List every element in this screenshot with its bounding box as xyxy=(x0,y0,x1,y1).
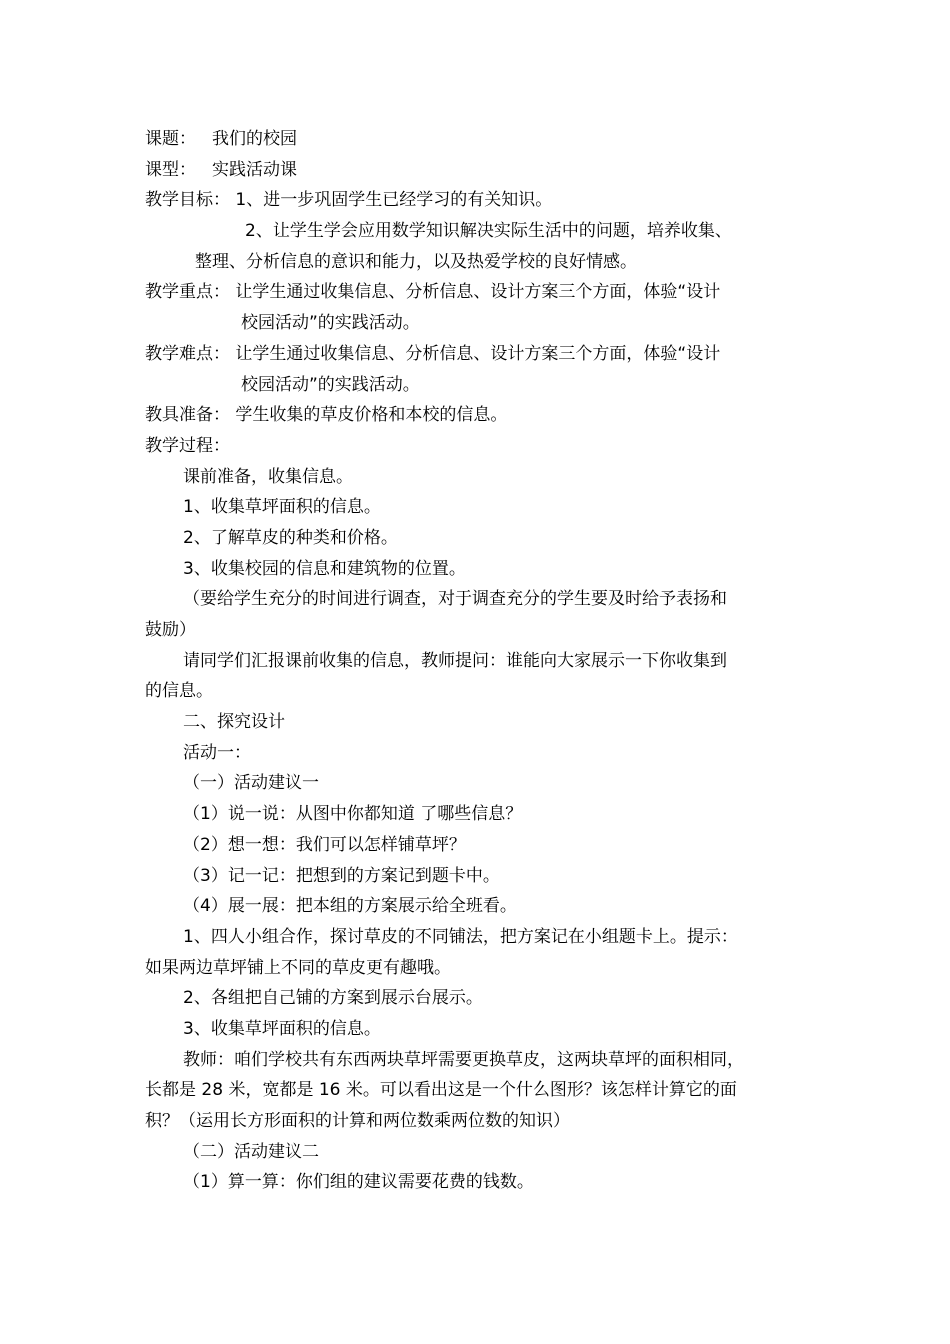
lesson-plan xyxy=(145,124,815,1198)
goal-label: 教学目标： xyxy=(145,190,230,211)
title-value: 我们的校园 xyxy=(212,129,297,149)
title-label: 课题： xyxy=(145,129,196,149)
suggestion-1-step-1: （1）说一说：从图中你都知道 了哪些信息？ xyxy=(183,804,523,825)
key-text-a: 让学生通过收集信息、分析信息、设计方案三个方面，体验“设计 xyxy=(235,282,721,303)
type-value: 实践活动课 xyxy=(212,159,297,180)
prepare-heading: 课前准备，收集信息。 xyxy=(183,466,353,487)
suggestion-1-step-2: （2）想一想：我们可以怎样铺草坪？ xyxy=(183,834,466,855)
type-label: 课型： xyxy=(145,159,196,180)
goal-item-2a: 2、让学生学会应用数学知识解决实际生活中的问题，培养收集、 xyxy=(245,221,732,242)
title-line xyxy=(145,124,815,155)
group-item-2: 2、各组把自己铺的方案到展示台展示。 xyxy=(183,988,483,1009)
difficulty-text-a: 让学生通过收集信息、分析信息、设计方案三个方面，体验“设计 xyxy=(235,343,721,364)
suggestion-2-step-1: （1）算一算：你们组的建议需要花费的钱数。 xyxy=(183,1172,534,1193)
prepare-note-b: 鼓励） xyxy=(145,620,196,640)
teacher-text-a: 教师：咱们学校共有东西两块草坪需要更换草皮，这两块草坪的面积相同， xyxy=(183,1049,744,1070)
goal-line xyxy=(145,185,815,216)
section-design-heading: 二、探究设计 xyxy=(183,712,285,733)
prepare-item-3: 3、收集校园的信息和建筑物的位置。 xyxy=(183,558,466,579)
report-text-a: 请同学们汇报课前收集的信息，教师提问：谁能向大家展示一下你收集到 xyxy=(183,650,727,671)
key-label: 教学重点： xyxy=(145,282,230,303)
key-line xyxy=(145,277,815,308)
prepare-note-a: （要给学生充分的时间进行调查，对于调查充分的学生要及时给予表扬和 xyxy=(183,589,727,610)
group-item-3: 3、收集草坪面积的信息。 xyxy=(183,1018,381,1039)
tools-label: 教具准备： xyxy=(145,405,230,426)
activity-1-heading: 活动一： xyxy=(183,742,251,763)
tools-value: 学生收集的草皮价格和本校的信息。 xyxy=(235,405,508,426)
goal-item-1: 1、进一步巩固学生已经学习的有关知识。 xyxy=(235,190,553,211)
process-label: 教学过程： xyxy=(145,435,230,456)
suggestion-1-step-4: （4）展一展：把本组的方案展示给全班看。 xyxy=(183,896,517,917)
group-item-1a: 1、四人小组合作，探讨草皮的不同铺法，把方案记在小组题卡上。提示： xyxy=(183,926,738,947)
suggestion-1-heading: （一）活动建议一 xyxy=(183,773,319,794)
type-line xyxy=(145,155,815,186)
teacher-text-b: 长都是 28 米，宽都是 16 米。可以看出这是一个什么图形？该怎样计算它的面 xyxy=(145,1080,737,1101)
difficulty-label: 教学难点： xyxy=(145,343,230,364)
teacher-text-c: 积？（运用长方形面积的计算和两位数乘两位数的知识） xyxy=(145,1111,570,1131)
tools-line xyxy=(145,400,815,431)
report-text-b: 的信息。 xyxy=(145,681,213,702)
goal-item-2b: 整理、分析信息的意识和能力，以及热爱学校的良好情感。 xyxy=(195,251,637,272)
suggestion-2-heading: （二）活动建议二 xyxy=(183,1141,319,1162)
prepare-item-2: 2、了解草皮的种类和价格。 xyxy=(183,527,398,548)
prepare-item-1: 1、收集草坪面积的信息。 xyxy=(183,497,381,518)
difficulty-text-b: 校园活动”的实践活动。 xyxy=(241,374,420,395)
difficulty-line xyxy=(145,339,815,370)
suggestion-1-step-3: （3）记一记：把想到的方案记到题卡中。 xyxy=(183,865,500,886)
key-text-b: 校园活动”的实践活动。 xyxy=(241,313,420,334)
group-item-1b: 如果两边草坪铺上不同的草皮更有趣哦。 xyxy=(145,957,451,978)
